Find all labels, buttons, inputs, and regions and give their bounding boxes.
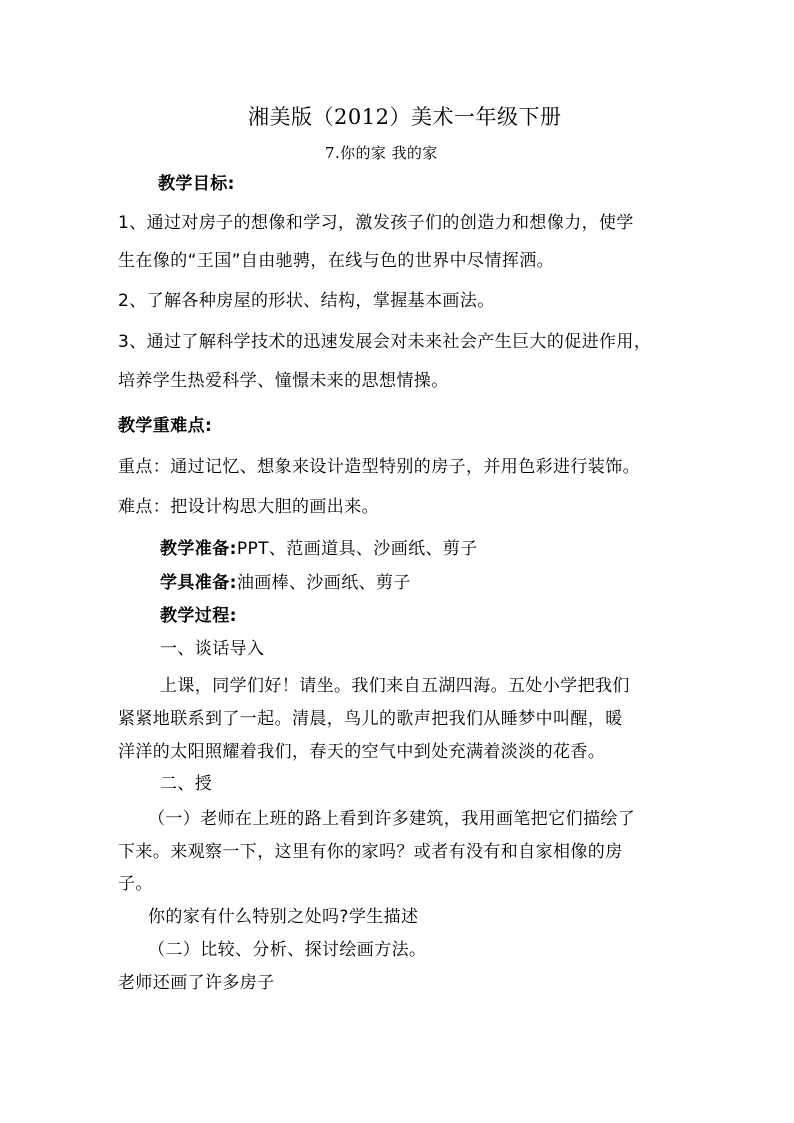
objectives-heading: 教学目标: — [158, 174, 235, 194]
intro-para-line-3: 洋洋的太阳照耀着我们，春天的空气中到处充满着淡淡的花香。 — [118, 742, 606, 762]
question-line: 你的家有什么特别之处吗?学生描述 — [148, 907, 419, 927]
closing-line: 老师还画了许多房子 — [118, 973, 275, 993]
student-prep — [160, 572, 411, 594]
teacher-prep — [160, 538, 478, 560]
subsection-2: （二）比较、分析、探讨绘画方法。 — [148, 940, 427, 960]
process-heading: 教学过程: — [160, 606, 237, 626]
teacher-prep-value: PPT、范画道具、沙画纸、剪子 — [236, 539, 478, 559]
objective-2: 2、了解各种房屋的形状、结构，掌握基本画法。 — [118, 291, 495, 311]
teacher-prep-label: 教学准备: — [160, 539, 237, 559]
key-point-difficulty: 难点：把设计构思大胆的画出来。 — [118, 497, 379, 517]
document-title: 湘美版（2012）美术一年级下册 — [248, 105, 562, 129]
student-prep-value: 油画棒、沙画纸、剪子 — [236, 573, 411, 593]
objective-3-line-2: 培养学生热爱科学、憧憬未来的思想情操。 — [118, 371, 449, 391]
subsection-1-line-2: 下来。来观察一下，这里有你的家吗？或者有没有和自家相像的房 — [118, 842, 623, 862]
key-points-heading: 教学重难点: — [118, 416, 213, 436]
objective-3-line-1: 3、通过了解科学技术的迅速发展会对未来社会产生巨大的促进作用， — [118, 332, 652, 352]
student-prep-label: 学具准备: — [160, 573, 237, 593]
subsection-1-line-1: （一）老师在上班的路上看到许多建筑，我用画笔把它们描绘了 — [148, 809, 636, 829]
lesson-subtitle: 7.你的家 我的家 — [325, 144, 438, 162]
objective-1-line-1: 1、通过对房子的想像和学习，激发孩子们的创造力和想像力，使学 — [118, 213, 634, 233]
key-point-focus: 重点：通过记忆、想象来设计造型特别的房子，并用色彩进行装饰。 — [118, 457, 640, 477]
section-2-heading: 二、授 — [160, 774, 213, 794]
section-1-heading: 一、谈话导入 — [160, 639, 265, 659]
objective-1-line-2: 生在像的“王国”自由驰骋，在线与色的世界中尽情挥洒。 — [118, 251, 555, 271]
intro-para-line-2: 紧紧地联系到了一起。清晨，鸟儿的歌声把我们从睡梦中叫醒，暖 — [118, 709, 623, 729]
intro-para-line-1: 上课，同学们好！请坐。我们来自五湖四海。五处小学把我们 — [160, 676, 630, 696]
subsection-1-line-3: 子。 — [118, 874, 153, 894]
